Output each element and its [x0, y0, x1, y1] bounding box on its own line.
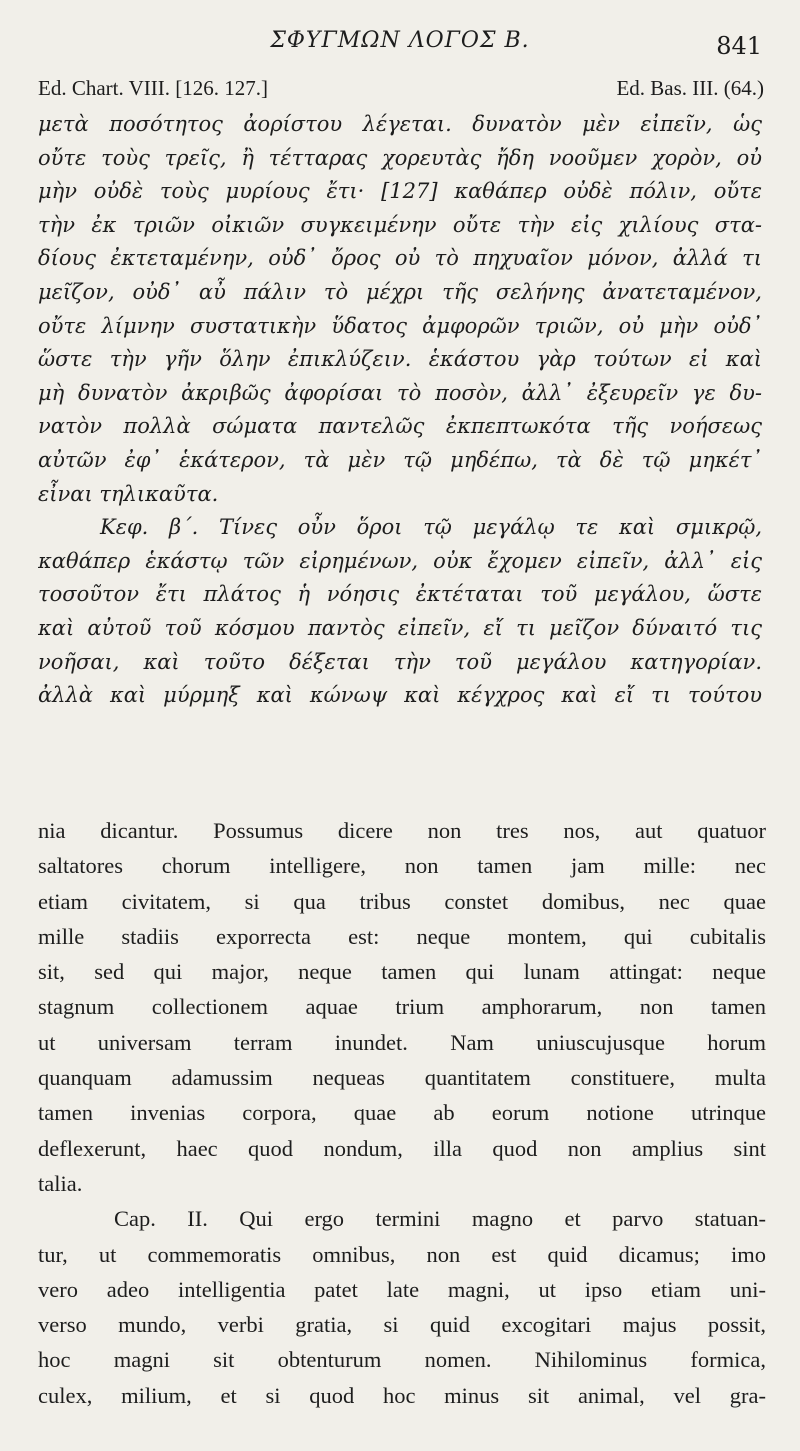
latin-line: ut universam terram inundet. Nam uniuscujusque horum [38, 1029, 766, 1055]
greek-line: αὐτῶν ἐφ᾽ ἑκάτερον, τὰ μὲν τῷ μηδέπω, τὰ δὲ τῷ μηκέτ᾽ [38, 447, 762, 472]
latin-line: mille stadiis exporrecta est: neque montem, qui cubitalis [38, 923, 766, 949]
latin-chapter-heading-line: Cap. II. Qui ergo termini magno et parvo statuan- [114, 1206, 766, 1232]
greek-line: τὴν ἐκ τριῶν οἰκιῶν συγκειμένην οὔτε τὴν εἰς χιλίους στα- [38, 212, 762, 237]
greek-line: καὶ αὐτοῦ τοῦ κόσμου παντὸς εἰπεῖν, εἴ τι μεῖζον δύναιτό τις [38, 615, 762, 640]
latin-line: saltatores chorum intelligere, non tamen jam mille: nec [38, 853, 766, 879]
edition-chartier: Ed. Chart. VIII. [126. 127.] [38, 76, 268, 100]
latin-line: culex, milium, et si quod hoc minus sit animal, vel gra- [38, 1382, 766, 1408]
greek-line: δίους ἐκτεταμένην, οὐδ᾽ ὄρος οὐ τὸ πηχυαῖον μόνον, ἀλλά τι [38, 246, 762, 271]
latin-line: tur, ut commemoratis omnibus, non est quid dicamus; imo [38, 1241, 766, 1267]
greek-line: τοσοῦτον ἔτι πλάτος ἡ νόησις ἐκτέταται τοῦ μεγάλου, ὥστε [38, 582, 762, 607]
greek-chapter-heading-line: Κεφ. β΄. Τίνες οὖν ὅροι τῷ μεγάλῳ τε καὶ σμικρῷ, [100, 515, 762, 540]
greek-line: μεῖζον, οὐδ᾽ αὖ πάλιν τὸ μέχρι τῆς σελήνης ἀνατεταμένον, [38, 279, 762, 304]
latin-line: hoc magni sit obtenturum nomen. Nihilominus formica, [38, 1347, 766, 1373]
edition-basel: Ed. Bas. III. (64.) [616, 76, 764, 100]
latin-line: verso mundo, verbi gratia, si quid excogitari majus possit, [38, 1312, 766, 1338]
edition-line [38, 76, 764, 101]
latin-text-block [38, 813, 766, 1413]
greek-line: καθάπερ ἑκάστῳ τῶν εἰρημένων, οὐκ ἔχομεν εἰπεῖν, ἀλλ᾽ εἰς [38, 548, 762, 573]
greek-text-block [38, 108, 762, 713]
greek-line: ἀλλὰ καὶ μύρμηξ καὶ κώνωψ καὶ κέγχρος καὶ εἴ τι τούτου [38, 683, 762, 708]
running-title: ΣΦΥΓΜΩΝ ΛΟΓΟΣ Β. [270, 28, 530, 53]
greek-line: οὔτε λίμνην συστατικὴν ὕδατος ἀμφορῶν τριῶν, οὐ μὴν οὐδ᾽ [38, 313, 762, 338]
latin-line: deflexerunt, haec quod nondum, illa quod non amplius sint [38, 1135, 766, 1161]
greek-line: μὴν οὐδὲ τοὺς μυρίους ἔτι· [127] καθάπερ οὐδὲ πόλιν, οὔτε [38, 179, 762, 204]
latin-line: stagnum collectionem aquae trium amphorarum, non tamen [38, 994, 766, 1020]
latin-line: nia dicantur. Possumus dicere non tres nos, aut quatuor [38, 818, 766, 843]
latin-line: talia. [38, 1170, 83, 1196]
latin-line: quanquam adamussim nequeas quantitatem constituere, multa [38, 1065, 766, 1091]
latin-line: sit, sed qui major, neque tamen qui lunam attingat: neque [38, 959, 766, 985]
greek-line: μετὰ ποσότητος ἀορίστου λέγεται. δυνατὸν μὲν εἰπεῖν, ὡς [38, 112, 762, 136]
greek-line: νοῆσαι, καὶ τοῦτο δέξεται τὴν τοῦ μεγάλου κατηγορίαν. [38, 649, 762, 674]
latin-line: vero adeo intelligentia patet late magni, ut ipso etiam uni- [38, 1276, 766, 1302]
latin-line: tamen invenias corpora, quae ab eorum notione utrinque [38, 1100, 766, 1126]
greek-line: εἶναι τηλικαῦτα. [38, 481, 219, 506]
greek-line: νατὸν πολλὰ σώματα παντελῶς ἐκπεπτωκότα τῆς νοήσεως [38, 414, 762, 439]
latin-line: etiam civitatem, si qua tribus constet domibus, nec quae [38, 888, 766, 914]
greek-line: οὔτε τοὺς τρεῖς, ἢ τέτταρας χορευτὰς ἤδη νοοῦμεν χορὸν, οὐ [38, 145, 762, 170]
greek-line: μὴ δυνατὸν ἀκριβῶς ἀφορίσαι τὸ ποσὸν, ἀλλ᾽ ἐξευρεῖν γε δυ- [38, 380, 762, 405]
page-number: 841 [716, 32, 762, 60]
greek-line: ὥστε τὴν γῆν ὅλην ἐπικλύζειν. ἑκάστου γὰρ τούτων εἰ καὶ [38, 347, 762, 372]
